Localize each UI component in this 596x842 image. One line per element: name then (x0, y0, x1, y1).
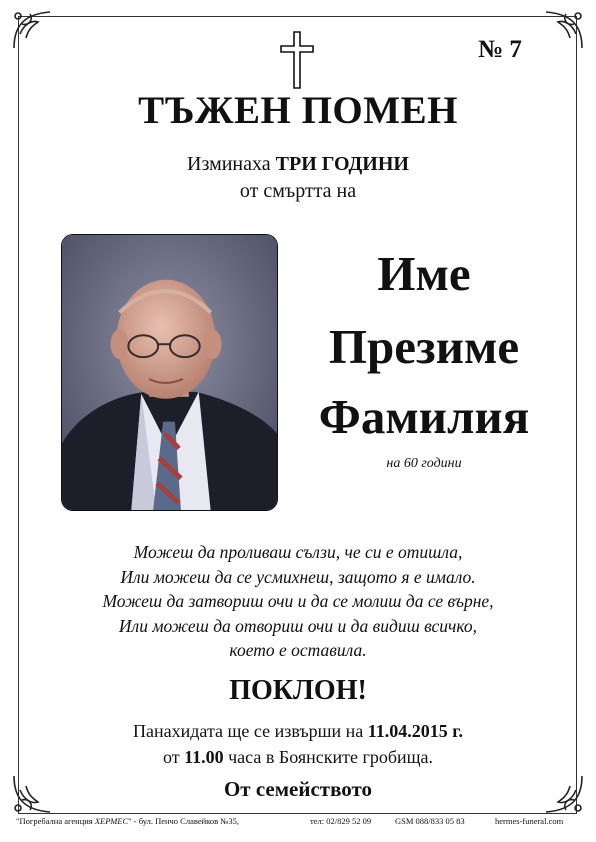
intro-line (0, 153, 596, 176)
notice-number: № 7 (478, 36, 522, 63)
poem (0, 540, 596, 663)
footer-agency (16, 816, 239, 826)
footer-gsm: GSM 088/833 05 83 (395, 816, 465, 826)
deceased-middle-name: Презиме (328, 319, 520, 374)
service-time: 11.00 (184, 747, 224, 767)
footer-phone: тел: 02/829 52 09 (310, 816, 372, 826)
intro-prefix: Изминаха (187, 153, 271, 175)
corner-ornament-top-left (10, 8, 60, 58)
poem-line: Можеш да проливаш сълзи, че си е отишла, (133, 542, 463, 562)
service-line-1 (0, 721, 596, 742)
deceased-last-name: Фамилия (318, 389, 530, 444)
poem-line: Или можеш да отвориш очи и да видиш всичко, (118, 615, 478, 636)
border-top (18, 16, 577, 17)
service-location: часа в Боянските гробища. (228, 747, 434, 767)
service-time-prefix: от (162, 747, 180, 767)
poem-line: Можеш да затвориш очи и да се молиш да се върне, (102, 591, 494, 611)
corner-ornament-top-right (536, 8, 586, 58)
deceased-first-name: Име (377, 246, 471, 301)
footer-agency-open: "Погребална агенция (16, 816, 93, 826)
service-prefix: Панахидата ще се извърши на (133, 721, 364, 741)
bow-heading: ПОКЛОН! (229, 675, 367, 706)
portrait-photo (61, 234, 278, 511)
deceased-age: на 60 години (386, 456, 462, 471)
intro-period: ТРИ ГОДИНИ (275, 153, 409, 175)
footer-website[interactable]: hermes-funeral.com (495, 816, 564, 826)
page-title: ТЪЖЕН ПОМЕН (138, 89, 458, 132)
service-date: 11.04.2015 г. (367, 721, 463, 741)
footer-agency-name: ХЕРМЕС (94, 816, 129, 826)
cross-icon (279, 30, 315, 90)
border-bottom (18, 813, 577, 814)
intro-line-2: от смъртта на (239, 180, 357, 202)
poem-line: което е оставила. (229, 640, 367, 660)
service-line-2 (0, 747, 596, 768)
from-family: От семейството (223, 777, 373, 801)
footer-agency-close: " - бул. Пенчо Славейков №35, (128, 816, 239, 826)
poem-line: Или можеш да се усмихнеш, защото я е имало. (120, 566, 476, 587)
